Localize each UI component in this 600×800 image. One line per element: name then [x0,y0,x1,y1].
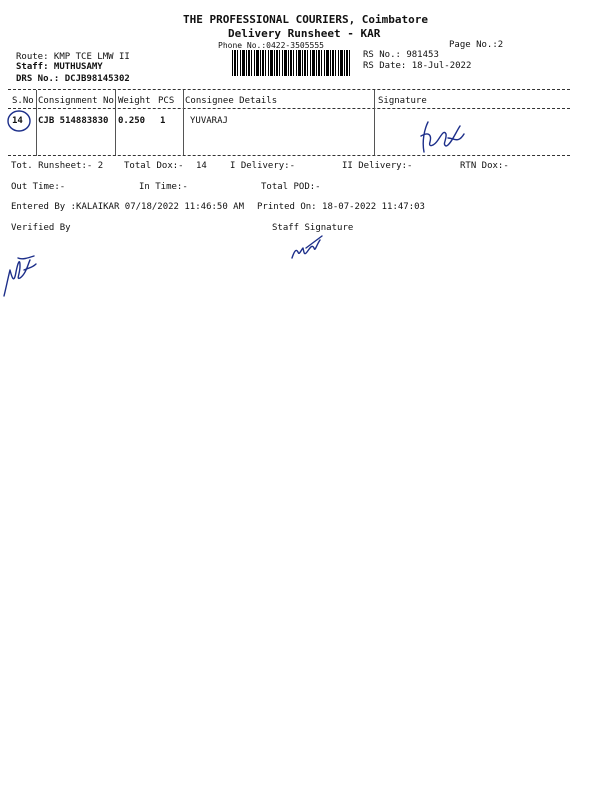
verifier-signature [0,250,40,300]
circle-mark [5,107,35,135]
company-name: THE PROFESSIONAL COURIERS, Coimbatore [183,13,429,26]
col-divider [115,90,116,156]
col-header-consignment: Consignment No [38,96,114,106]
row-sno: 14 [12,116,23,126]
staff-name: Staff: MUTHUSAMY [16,62,103,72]
col-divider [183,90,184,156]
staff-signature-label: Staff Signature [272,223,354,233]
col-header-pcs: PCS [158,96,175,106]
total-dox-value: 14 [196,161,207,171]
row-pcs: 1 [160,116,166,126]
i-delivery: I Delivery:- [230,161,296,171]
col-header-sno: S.No [12,96,34,106]
col-divider [36,90,37,156]
table-bottom-rule [8,155,570,156]
rs-number: RS No.: 981453 [363,50,439,60]
header-rule [8,108,570,109]
entered-by: Entered By :KALAIKAR 07/18/2022 11:46:50 AM [11,202,244,212]
verified-by-label: Verified By [11,223,71,233]
page-number: Page No.:2 [449,40,504,50]
staff-signature [288,234,328,264]
out-time: Out Time:- [11,182,66,192]
col-header-consignee: Consignee Details [185,96,278,106]
phone-number: Phone No.:0422-3505555 [218,41,324,50]
total-pod: Total POD:- [261,182,321,192]
drs-number: DRS No.: DCJB98145302 [16,74,130,84]
in-time: In Time:- [139,182,188,192]
consignee-signature [418,112,468,160]
rs-date: RS Date: 18-Jul-2022 [363,61,472,71]
table-top-rule [8,89,570,90]
col-header-weight: Weight [118,96,151,106]
printed-on: Printed On: 18-07-2022 11:47:03 [257,202,425,212]
col-header-signature: Signature [378,96,427,106]
total-runsheet: Tot. Runsheet:- 2 [11,161,104,171]
route: Route: KMP TCE LMW II [16,52,130,62]
barcode-image [232,50,352,76]
document-title: Delivery Runsheet - KAR [228,27,381,40]
row-weight: 0.250 [118,116,146,126]
rtn-dox: RTN Dox:- [460,161,509,171]
total-dox-label: Total Dox:- [124,161,184,171]
row-consignee: YUVARAJ [190,116,228,126]
ii-delivery: II Delivery:- [342,161,413,171]
col-divider [374,90,375,156]
row-consignment-no: CJB 514883830 [38,116,109,126]
